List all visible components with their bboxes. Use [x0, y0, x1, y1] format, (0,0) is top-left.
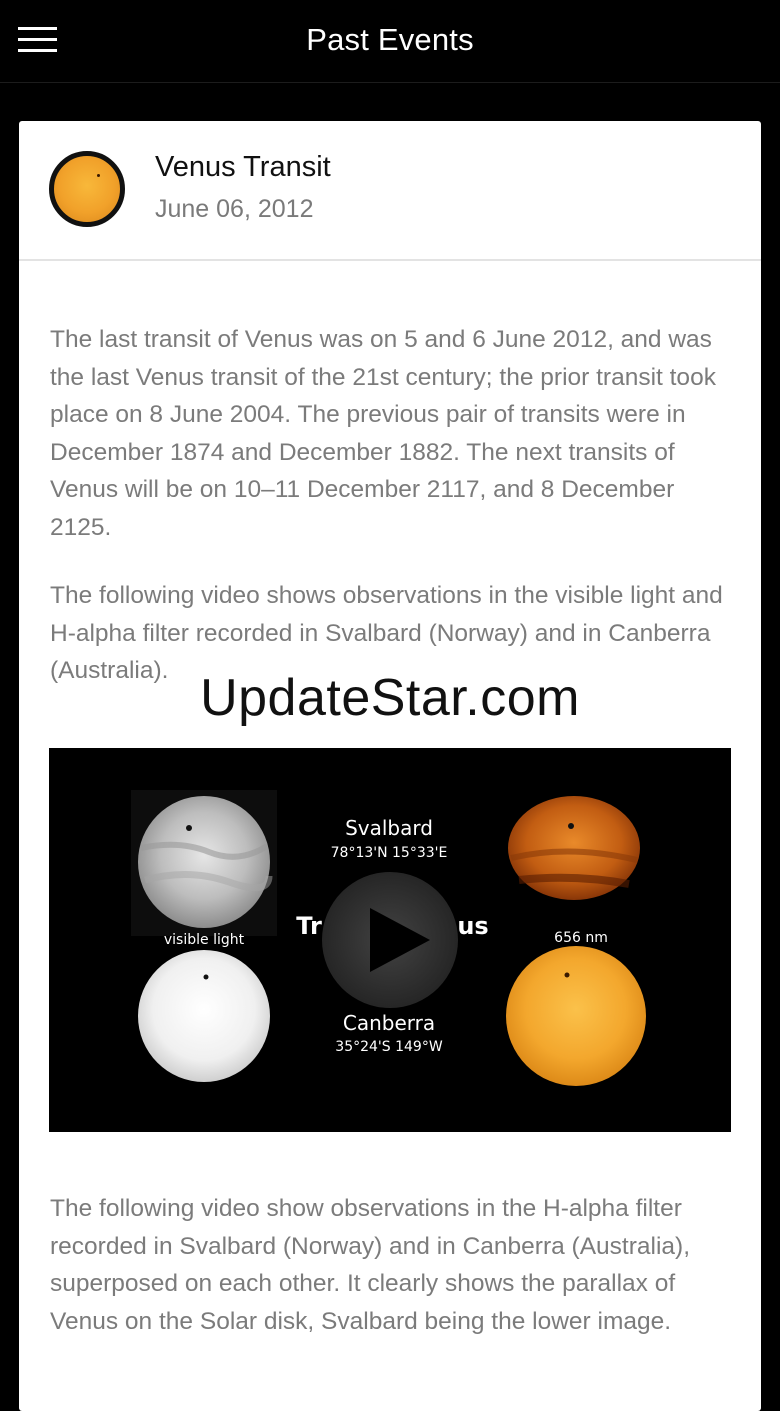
event-date: June 06, 2012: [155, 195, 314, 223]
top-navigation-bar: [0, 0, 780, 83]
wavelength-label: 656 nm: [554, 930, 608, 946]
description-paragraph-3: The following video show observations in the H-alpha filter recorded in Svalbard (Norway) and in Canberra (Australia), superposed on each other. It clearly shows the parallax of Venus on the Solar disk, Svalbard being the lower image.: [50, 1195, 691, 1335]
description-paragraph-2: The following video shows observations in the visible light and H-alpha filter recorded in Svalbard (Norway) and in Canberra (Australia).: [50, 582, 723, 685]
sun-icon: [49, 151, 125, 227]
sun-disk-visible-canberra: [138, 950, 270, 1082]
sun-disk-visible-svalbard: [138, 796, 270, 928]
event-title: Venus Transit: [155, 151, 331, 183]
visible-light-label: visible light: [163, 932, 245, 948]
video-title-right-fragment: us: [457, 912, 489, 940]
video-player[interactable]: [49, 748, 731, 1132]
video-title-left-fragment: Tr: [296, 912, 322, 940]
svalbard-coordinates: 78°13'N 15°33'E: [330, 845, 448, 861]
svalbard-label: Svalbard: [345, 816, 433, 840]
sun-disk-halpha-canberra: [506, 946, 646, 1086]
play-icon[interactable]: [322, 872, 458, 1008]
canberra-label: Canberra: [342, 1011, 436, 1035]
canberra-coordinates: 35°24'S 149°W: [335, 1039, 443, 1055]
description-paragraph-1: The last transit of Venus was on 5 and 6 June 2012, and was the last Venus transit of the 21st century; the prior transit took place on 8 June 2004. The previous pair of transits were in December 1874 and December 1882. The next transits of Venus will be on 10–11 December 2117, and 8 December 2125.: [50, 326, 716, 541]
page-title: Past Events: [306, 22, 474, 57]
event-header: [19, 121, 761, 261]
watermark-text: UpdateStar.com: [200, 669, 580, 727]
